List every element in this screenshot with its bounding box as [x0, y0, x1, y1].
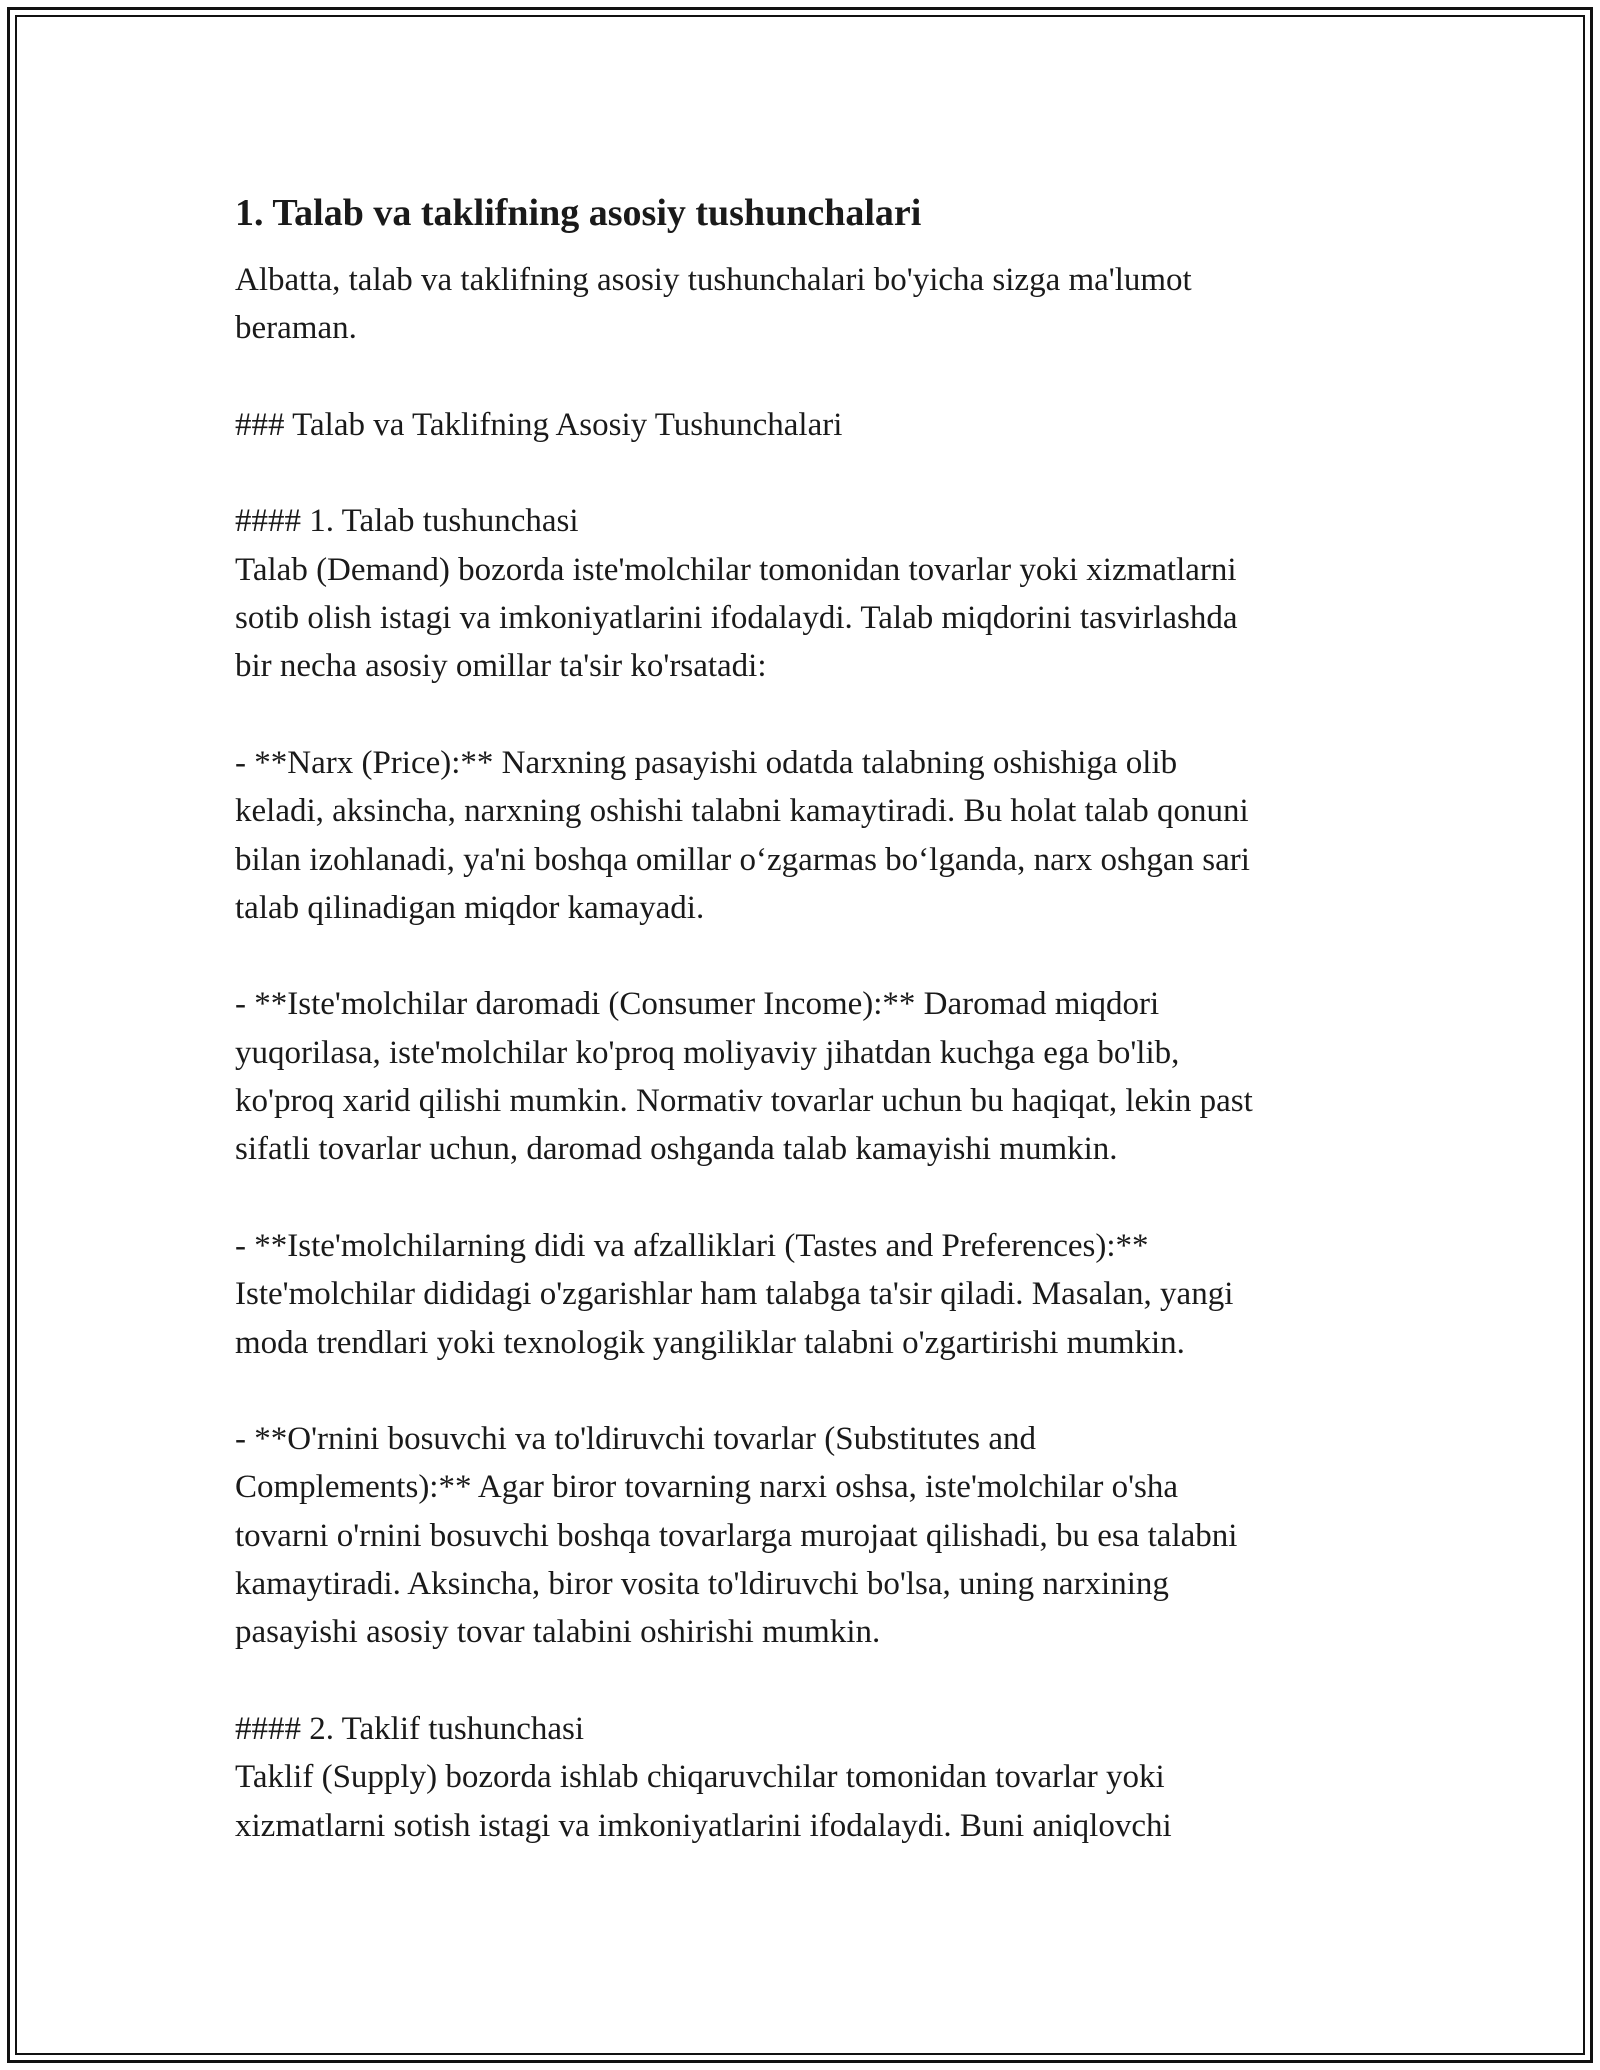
text-line: sifatli tovarlar uchun, daromad oshganda talab kamayishi mumkin. [235, 1131, 1118, 1168]
text-line: #### 2. Taklif tushunchasi [235, 1710, 585, 1747]
text-line: keladi, aksincha, narxning oshishi talabni kamaytiradi. Bu holat talab qonuni [235, 793, 1249, 830]
blank-line [235, 1657, 1385, 1705]
text-line: ### Talab va Taklifning Asosiy Tushunchalari [235, 406, 843, 443]
blank-line [235, 353, 1385, 401]
text-line: - **O'rnini bosuvchi va to'ldiruvchi tovarlar (Substitutes and [235, 1421, 1037, 1458]
blank-line [235, 691, 1385, 739]
text-line: - **Iste'molchilarning didi va afzalliklari (Tastes and Preferences):** [235, 1227, 1149, 1264]
text-line: Talab (Demand) bozorda iste'molchilar tomonidan tovarlar yoki xizmatlarni [235, 551, 1237, 588]
text-line: yuqorilasa, iste'molchilar ko'proq moliyaviy jihatdan kuchga ega bo'lib, [235, 1034, 1180, 1071]
blank-line [235, 449, 1385, 497]
document-body [235, 186, 1385, 1850]
blank-line [235, 1367, 1385, 1415]
text-line: pasayishi asosiy tovar talabini oshirishi mumkin. [235, 1614, 881, 1651]
text-line: - **Narx (Price):** Narxning pasayishi odatda talabning oshishiga olib [235, 744, 1178, 781]
text-line: sotib olish istagi va imkoniyatlarini ifodalaydi. Talab miqdorini tasvirlashda [235, 600, 1238, 637]
text-line: talab qilinadigan miqdor kamayadi. [235, 889, 705, 926]
text-line: tovarni o'rnini bosuvchi boshqa tovarlarga murojaat qilishadi, bu esa talabni [235, 1517, 1238, 1554]
text-line: xizmatlarni sotish istagi va imkoniyatlarini ifodalaydi. Buni aniqlovchi [235, 1807, 1172, 1844]
text-line: - **Iste'molchilar daromadi (Consumer Income):** Daromad miqdori [235, 986, 1160, 1023]
text-line: #### 1. Talab tushunchasi [235, 503, 579, 540]
text-line: beraman. [235, 310, 357, 347]
text-line: Albatta, talab va taklifning asosiy tushunchalari bo'yicha sizga ma'lumot [235, 262, 1192, 298]
text-line: Complements):** Agar biror tovarning narxi oshsa, iste'molchilar o'sha [235, 1469, 1179, 1506]
document-title: 1. Talab va taklifning asosiy tushunchalari [235, 192, 922, 234]
text-line: bilan izohlanadi, ya'ni boshqa omillar o‘zgarmas bo‘lganda, narx oshgan sari [235, 841, 1250, 878]
text-line: moda trendlari yoki texnologik yangiliklar talabni o'zgartirishi mumkin. [235, 1324, 1185, 1361]
text-line: Iste'molchilar dididagi o'zgarishlar ham talabga ta'sir qiladi. Masalan, yangi [235, 1276, 1234, 1313]
text-line: bir necha asosiy omillar ta'sir ko'rsatadi: [235, 648, 767, 685]
text-line: ko'proq xarid qilishi mumkin. Normativ tovarlar uchun bu haqiqat, lekin past [235, 1083, 1253, 1120]
blank-line [235, 932, 1385, 980]
blank-line [235, 1174, 1385, 1222]
text-line: kamaytiradi. Aksincha, biror vosita to'ldiruvchi bo'lsa, uning narxining [235, 1566, 1169, 1603]
document-text [235, 256, 1385, 1850]
text-line: Taklif (Supply) bozorda ishlab chiqaruvchilar tomonidan tovarlar yoki [235, 1759, 1165, 1796]
